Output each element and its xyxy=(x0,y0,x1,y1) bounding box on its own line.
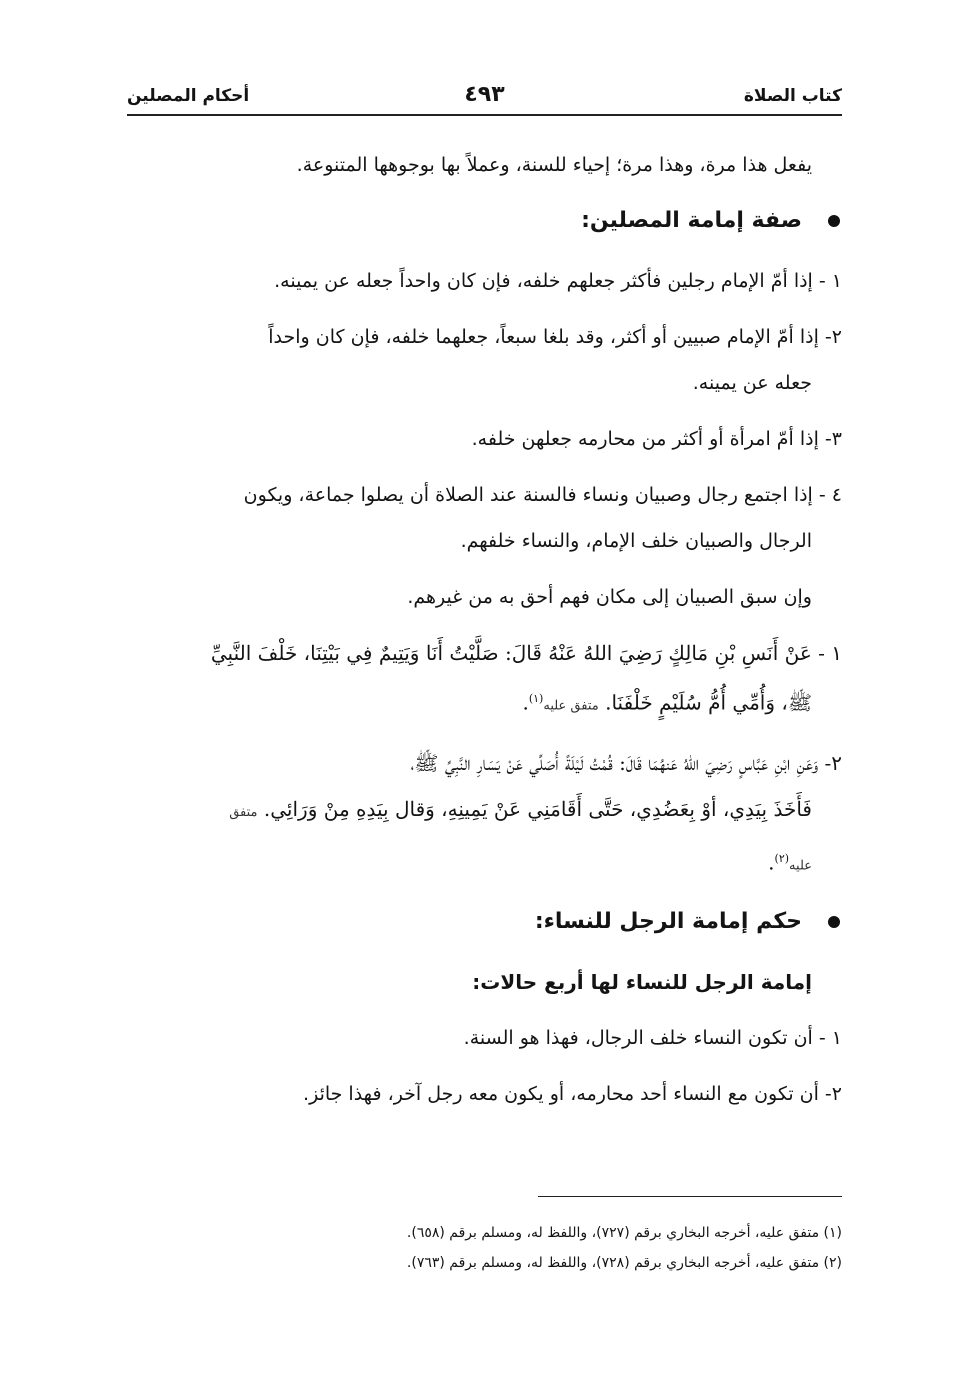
bullet-icon xyxy=(828,916,840,928)
list-item: ١ - إذا أمّ الإمام رجلين فأكثر جعلهم خلفه، فإن كان واحداً جعله عن يمينه. xyxy=(274,270,842,292)
footnote: (٢) متفق عليه، أخرجه البخاري برقم (٧٢٨)، واللفظ له، ومسلم برقم (٧٦٣). xyxy=(406,1255,842,1271)
list-item: ٢- إذا أمّ الإمام صبيين أو أكثر، وقد بلغا سبعاً، جعلهما خلفه، فإن كان واحداً جعله عن يمينه. xyxy=(268,326,842,394)
page-body xyxy=(127,142,842,1127)
hadith-reference: متفق xyxy=(229,804,258,820)
page-number: ٤٩٣ xyxy=(464,82,505,107)
footnote-marker: (١) xyxy=(528,692,544,705)
book-title: كتاب الصلاة xyxy=(743,86,842,106)
section-heading-imamah-description xyxy=(127,198,842,244)
footnote-rule xyxy=(538,1196,842,1197)
subheading: إمامة الرجل للنساء لها أربع حالات: xyxy=(472,970,812,995)
list-item: ١ - أن تكون النساء خلف الرجال، فهذا هو السنة. xyxy=(463,1027,842,1050)
hadith-reference: عليه xyxy=(789,858,812,874)
note-paragraph: وإن سبق الصبيان إلى مكان فهم أحق به من غيرهم. xyxy=(407,586,812,608)
section-heading-text: حكم إمامة الرجل للنساء: xyxy=(534,909,802,935)
list-item: ٢- أن تكون مع النساء أحد محارمه، أو يكون معه رجل آخر، فهذا جائز. xyxy=(303,1083,842,1106)
bullet-icon xyxy=(828,215,840,227)
list-item: ٤ - إذا اجتمع رجال وصبيان ونساء فالسنة عند الصلاة أن يصلوا جماعة، ويكون الرجال والصبيان خلف الإمام، والنساء خلفهم. xyxy=(243,484,842,552)
footnotes xyxy=(127,1218,842,1278)
hadith-item: ٢- وَعَنِ ابْنِ عَبَّاسٍ رَضِيَ اللهُ عَنهُمَا قَالَ: قُمْتُ لَيْلَةً أُصَلِّي عَنْ يَسَارِ النَّبِيِّ ﷺ، فَأَخَذَ بِيَدِي، أوْ بِعَضُدِي، حَتَّى أَقَامَنِي عَنْ يَمِينِهِ، وَقال بِيَدِهِ مِنْ وَرَائِي. متفق عليه$^{(٢)}$. xyxy=(229,750,842,875)
section-heading-male-imam-women xyxy=(127,899,842,945)
list-item: ٣- إذا أمّ امرأة أو أكثر من محارمه جعلهن خلفه. xyxy=(471,428,842,450)
hadith-reference: متفق عليه xyxy=(543,698,599,714)
hadith-item: ١ - عَنْ أَنَسِ بْنِ مَالِكٍ رَضِيَ اللهُ عَنْهُ قَالَ: صَلَّيْتُ أَنَا وَيَتِيمٌ فِي بَيْتِنَا، خَلْفَ النَّبِيِّ ﷺ، وَأُمِّي أُمُّ سُلَيْمٍ خَلْفَنَا. متفق عليه$^{(١)}$. xyxy=(210,641,842,715)
footnote-marker: (٢) xyxy=(774,851,790,865)
chapter-title: أحكام المصلين xyxy=(127,86,250,106)
section-heading-text: صفة إمامة المصلين: xyxy=(581,208,802,233)
intro-paragraph: يفعل هذا مرة، وهذا مرة؛ إحياء للسنة، وعملاً بها بوجوهها المتنوعة. xyxy=(296,154,812,176)
footnote: (١) متفق عليه، أخرجه البخاري برقم (٧٢٧)، واللفظ له، ومسلم برقم (٦٥٨). xyxy=(406,1225,842,1241)
header-rule xyxy=(127,114,842,116)
page-header xyxy=(127,82,842,114)
